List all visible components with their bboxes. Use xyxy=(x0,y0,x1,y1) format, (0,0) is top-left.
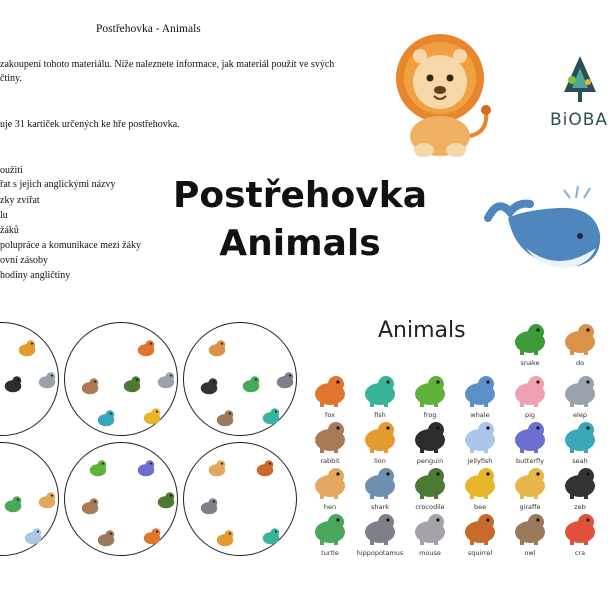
frog-icon xyxy=(410,370,450,410)
fish-icon xyxy=(360,370,400,410)
shark-icon xyxy=(360,462,400,502)
hen-icon xyxy=(206,457,228,479)
fox-icon xyxy=(141,525,163,547)
hippo-icon xyxy=(198,495,220,517)
zebra-icon xyxy=(198,375,220,397)
animal-label: fish xyxy=(374,411,386,419)
document-line: hodiny angličtiny xyxy=(0,270,71,281)
animal-label: hippopotamus xyxy=(356,549,404,557)
document-line: lu xyxy=(0,210,8,221)
animal-label: bee xyxy=(473,503,487,511)
document-line: oužití xyxy=(0,165,23,176)
animal-label: rabbit xyxy=(320,457,340,465)
animal-label: lion xyxy=(374,457,386,465)
bee-icon xyxy=(141,405,163,427)
whale-icon xyxy=(460,370,500,410)
game-card xyxy=(64,442,178,556)
squirrel-icon xyxy=(254,457,276,479)
owl-icon xyxy=(214,407,236,429)
jellyfish-icon xyxy=(460,416,500,456)
animal-label: frog xyxy=(423,411,437,419)
animal-label: hen xyxy=(323,503,337,511)
animal-label: turtle xyxy=(321,549,339,557)
animal-label: owl xyxy=(524,549,536,557)
squirrel-icon xyxy=(460,508,500,548)
biobar-logo-icon xyxy=(560,52,600,107)
hippo-icon xyxy=(274,369,296,391)
game-card xyxy=(0,442,59,556)
fish-icon xyxy=(260,405,282,427)
animal-label: jellyfish xyxy=(467,457,493,465)
pig-icon xyxy=(510,370,550,410)
game-card xyxy=(64,322,178,436)
elephant-icon xyxy=(36,369,58,391)
hen-icon xyxy=(310,462,350,502)
lion-icon xyxy=(360,416,400,456)
zebra-icon xyxy=(560,462,600,502)
penguin-icon xyxy=(2,373,24,395)
animal-label: zeb xyxy=(574,503,586,511)
animal-label: butterfly xyxy=(516,457,544,465)
main-heading-line-2: Animals xyxy=(219,223,381,264)
animal-label: whale xyxy=(470,411,490,419)
elephant-icon xyxy=(155,369,177,391)
seahorse-icon xyxy=(95,407,117,429)
turtle-icon xyxy=(310,508,350,548)
dog-icon xyxy=(560,318,600,358)
game-card xyxy=(183,442,297,556)
crocodile-icon xyxy=(155,489,177,511)
animal-label: do xyxy=(575,359,585,367)
document-line: žáků xyxy=(0,225,19,236)
butterfly-icon xyxy=(510,416,550,456)
animal-label: crocodile xyxy=(415,503,445,511)
document-line: čtiny. xyxy=(0,73,22,84)
owl-icon xyxy=(510,508,550,548)
document-line: uje 31 kartiček určených ke hře postřehovka. xyxy=(0,119,180,130)
animal-label: mouse xyxy=(419,549,441,557)
whale-illustration xyxy=(478,178,600,282)
dog-icon xyxy=(206,337,228,359)
mouse-icon xyxy=(410,508,450,548)
animal-label: pig xyxy=(524,411,536,419)
penguin-icon xyxy=(410,416,450,456)
animal-label: penguin xyxy=(416,457,444,465)
snake-icon xyxy=(510,318,550,358)
crocodile-icon xyxy=(121,373,143,395)
document-line: zky zvířat xyxy=(0,195,40,206)
elephant-icon xyxy=(560,370,600,410)
animal-card-do xyxy=(554,318,606,374)
document-line: ovní zásoby xyxy=(0,255,49,266)
hen-icon xyxy=(36,489,58,511)
document-line: zakoupení tohoto materiálu. Níže naleznete informace, jak materiál použít ve svých xyxy=(0,59,335,70)
rabbit-icon xyxy=(79,495,101,517)
fish-icon xyxy=(260,525,282,547)
rabbit-icon xyxy=(310,416,350,456)
animal-label: snake xyxy=(520,359,540,367)
lion-illustration xyxy=(384,28,496,158)
animal-label: shark xyxy=(371,503,389,511)
turtle-icon xyxy=(240,373,262,395)
butterfly-icon xyxy=(135,457,157,479)
animal-card-cra xyxy=(554,508,606,564)
document-title: Postřehovka - Animals xyxy=(96,23,201,35)
document-line: polupráce a komunikace mezi žáky xyxy=(0,240,142,251)
jellyfish-icon xyxy=(22,525,44,547)
fox-icon xyxy=(135,337,157,359)
owl-icon xyxy=(95,527,117,549)
animal-label: squirrel xyxy=(467,549,493,557)
turtle-icon xyxy=(2,493,24,515)
animal-label: cra xyxy=(574,549,586,557)
giraffe-icon xyxy=(510,462,550,502)
main-heading xyxy=(150,172,450,268)
animal-label: giraffe xyxy=(519,503,541,511)
animal-label: fox xyxy=(325,411,335,419)
animals-panel-title: Animals xyxy=(378,318,466,343)
main-heading-line-1: Postřehovka xyxy=(173,175,427,216)
animal-label: elep xyxy=(573,411,587,419)
crocodile-icon xyxy=(410,462,450,502)
biobar-logo-text: BiOBA xyxy=(550,110,609,130)
game-card xyxy=(0,322,59,436)
fox-icon xyxy=(310,370,350,410)
crab-icon xyxy=(560,508,600,548)
rabbit-icon xyxy=(79,375,101,397)
document-line: řat s jejich anglickými názvy xyxy=(0,179,116,190)
frog-icon xyxy=(87,457,109,479)
seahorse-icon xyxy=(560,416,600,456)
animal-label: seah xyxy=(572,457,588,465)
game-card xyxy=(183,322,297,436)
lion-icon xyxy=(16,337,38,359)
hippo-icon xyxy=(360,508,400,548)
lion-icon xyxy=(214,527,236,549)
bee-icon xyxy=(460,462,500,502)
